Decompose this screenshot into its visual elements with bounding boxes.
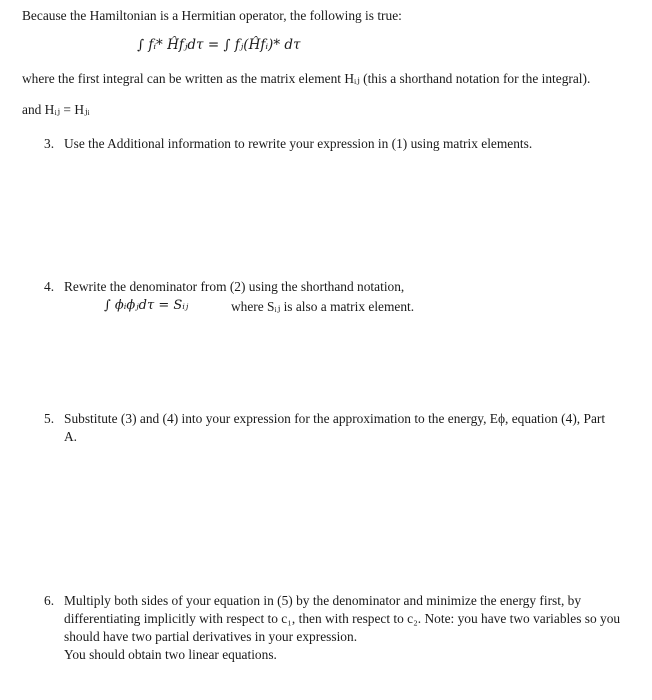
overlap-equation: ∫ ϕᵢϕⱼdτ = Sᵢⱼ bbox=[104, 298, 189, 313]
step-6-line-2: differentiating implicitly with respect to c₁, then with respect to c₂. Note: you have two variables so you bbox=[64, 611, 621, 626]
step-4-text: Rewrite the denominator from (2) using the shorthand notation, bbox=[64, 279, 405, 294]
step-3-number: 3. bbox=[44, 136, 55, 151]
step-3 bbox=[44, 135, 532, 153]
step-4-note: where Sᵢⱼ is also a matrix element. bbox=[231, 299, 415, 314]
step-6-number: 6. bbox=[44, 593, 55, 608]
step-6-line-4: You should obtain two linear equations. bbox=[64, 647, 277, 662]
step-6-line-1: Multiply both sides of your equation in (5) by the denominator and minimize the energy first, by bbox=[64, 593, 582, 608]
hermitian-equation: ∫ fᵢ* Ĥfⱼdτ = ∫ fⱼ(Ĥfᵢ)* dτ bbox=[137, 37, 301, 53]
step-3-text: Use the Additional information to rewrite your expression in (1) using matrix elements. bbox=[64, 136, 533, 151]
step-4-number: 4. bbox=[44, 279, 55, 294]
step-5-line-1: Substitute (3) and (4) into your expression for the approximation to the energy, Eϕ, equation (4), Part bbox=[64, 411, 606, 426]
step-5 bbox=[44, 410, 605, 428]
step-6-line-3: should have two partial derivatives in your expression. bbox=[64, 629, 358, 644]
step-6 bbox=[44, 592, 581, 610]
intro-line-2: where the first integral can be written as the matrix element Hᵢⱼ (this a shorthand notation for the integral). bbox=[22, 71, 591, 86]
step-5-line-2: A. bbox=[64, 429, 78, 444]
intro-line-1: Because the Hamiltonian is a Hermitian operator, the following is true: bbox=[22, 8, 402, 23]
step-4 bbox=[44, 278, 404, 296]
intro-line-3: and Hᵢⱼ = Hⱼᵢ bbox=[22, 102, 90, 117]
step-5-number: 5. bbox=[44, 411, 55, 426]
